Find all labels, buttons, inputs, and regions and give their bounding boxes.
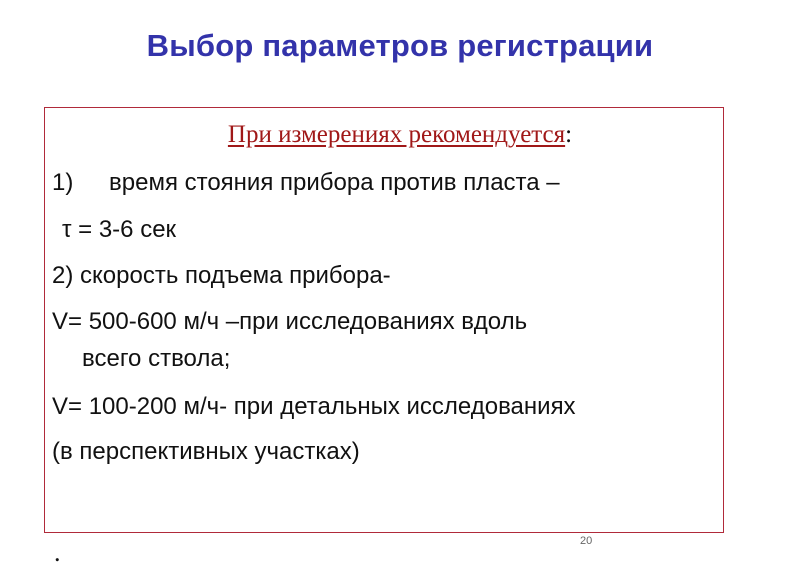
- recommendation-heading: [0, 120, 800, 150]
- speed-detailed-note: (в перспективных участках): [52, 438, 360, 465]
- speed-full-line-2: всего ствола;: [82, 345, 231, 372]
- item-2-text: 2) скорость подъема прибора-: [52, 262, 391, 289]
- slide-number: 20: [580, 535, 593, 547]
- item-1-text: время стояния прибора против пласта –: [109, 169, 560, 196]
- item-1-number: 1): [52, 169, 74, 196]
- heading-underlined-text: При измерениях рекомендуется: [227, 121, 566, 148]
- item-1-value: τ = 3-6 сек: [62, 216, 177, 243]
- slide-title: Выбор параметров регистрации: [146, 28, 654, 63]
- speed-full-line-1: V= 500-600 м/ч –при исследованиях вдоль: [52, 308, 528, 335]
- heading-colon: :: [565, 121, 573, 148]
- bullet-dot: .: [54, 538, 61, 567]
- speed-detailed-line: V= 100-200 м/ч- при детальных исследованиях: [52, 393, 576, 420]
